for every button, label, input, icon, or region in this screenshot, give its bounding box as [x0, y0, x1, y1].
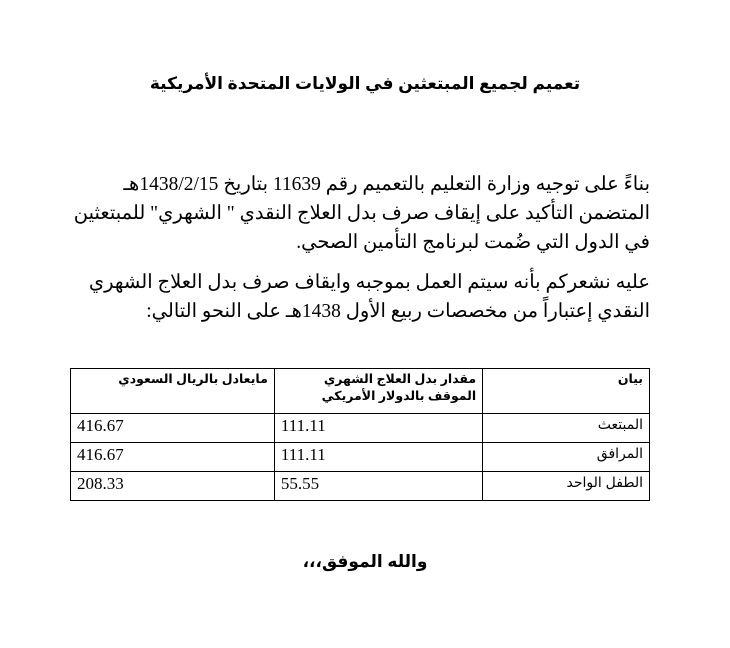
paragraph-directive: بناءً على توجيه وزارة التعليم بالتعميم رقم 11639 بتاريخ 1438/2/15هـ المتضمن التأكيد على إيقاف صرف بدل العلاج النقدي " الشهري" للمبتعثين في الدول التي ضُمت لبرنامج التأمين الصحي.	[73, 174, 650, 253]
table-header-row	[71, 369, 650, 414]
header-sar-equivalent: مايعادل بالريال السعودي	[71, 369, 275, 414]
row-usd-value: 111.11	[274, 443, 482, 472]
row-usd-value: 111.11	[274, 414, 482, 443]
row-label: المبتعث	[483, 414, 650, 443]
closing-line: والله الموفق،،،	[302, 552, 428, 571]
row-label: الطفل الواحد	[483, 472, 650, 501]
row-sar-value: 208.33	[71, 472, 275, 501]
table-row	[71, 443, 650, 472]
row-usd-value: 55.55	[274, 472, 482, 501]
document-title: تعميم لجميع المبتعثين في الولايات المتحدة الأمريكية	[149, 74, 581, 93]
header-description: بيان	[483, 369, 650, 414]
row-sar-value: 416.67	[71, 443, 275, 472]
paragraph-notice: عليه نشعركم بأنه سيتم العمل بموجبه وايقاف صرف بدل العلاج الشهري النقدي إعتباراً من مخصصات ربيع الأول 1438هـ على النحو التالي:	[88, 272, 650, 322]
table-row	[71, 472, 650, 501]
allowance-table	[70, 368, 650, 501]
row-sar-value: 416.67	[71, 414, 275, 443]
table-row	[71, 414, 650, 443]
row-label: المرافق	[483, 443, 650, 472]
header-usd-amount: مقدار بدل العلاج الشهري الموقف بالدولار الأمريكي	[274, 369, 482, 414]
